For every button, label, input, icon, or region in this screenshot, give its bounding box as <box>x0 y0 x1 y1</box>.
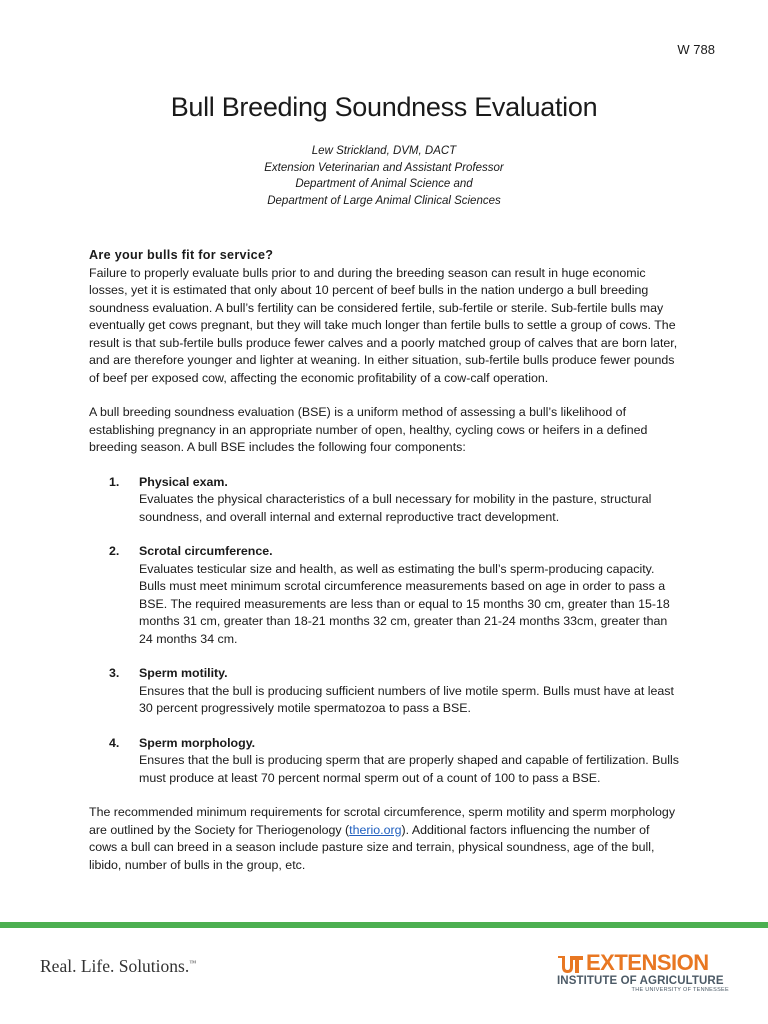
intro-paragraph: Failure to properly evaluate bulls prior to and during the breeding season can result in huge economic losses, yet it is estimated that only about 10 percent of beef bulls in the nation undergo a bull breeding soundness evaluation. A bull’s fertility can be considered fertile, sub-fertile or sterile. Sub-fertile bulls may eventually get cows pregnant, but they will take much longer than fertile bulls to settle a group of cows. The result is that sub-fertile bulls produce fewer calves and a poorly matched group of calves that are born later, and are therefore younger and lighter at weaning. In either situation, sub-fertile bulls produce fewer pounds of beef per exposed cow, affecting the economic profitability of a cow-calf operation. <box>89 265 678 385</box>
document-number: W 788 <box>677 42 715 57</box>
component-list <box>89 474 681 788</box>
therio-link[interactable]: therio.org <box>349 822 402 837</box>
article-body <box>89 247 681 874</box>
footer-divider <box>0 922 768 928</box>
author-name: Lew Strickland, DVM, DACT <box>311 145 457 157</box>
requirements-paragraph <box>89 804 681 874</box>
logo-university: THE UNIVERSITY OF TENNESSEE <box>631 987 729 993</box>
list-item-title: Sperm motility. <box>139 666 228 680</box>
list-item <box>89 474 681 527</box>
list-item-text: Evaluates testicular size and health, as well as estimating the bull’s sperm-producing capacity. Bulls must meet minimum scrotal circumference measurements based on age in order to pass a BSE. The required measurements are less than or equal to 15 months 30 cm, greater than 15-18 months 31 cm, greater than 18-21 months 32 cm, greater than 21-24 months 33cm, greater than 24 months 34 cm. <box>139 561 670 646</box>
list-number: 1. <box>109 474 120 489</box>
list-number: 4. <box>109 735 120 750</box>
list-item-title: Physical exam. <box>139 474 228 489</box>
requirements-text-before: The recommended minimum requirements for scrotal circumference, sperm motility and sperm morphology are outlined by the Society for Theriogenology ( <box>89 805 676 837</box>
list-item-text: Evaluates the physical characteristics of a bull necessary for mobility in the pasture, structural soundness, and overall internal and external reproductive tract development. <box>139 492 652 524</box>
author-block <box>0 143 768 209</box>
author-position: Extension Veterinarian and Assistant Professor <box>264 161 504 174</box>
logo-wordmark: EXTENSION <box>586 950 709 975</box>
requirements-text-after: ). Additional factors influencing the number of cows a bull can breed in a season include pasture size and terrain, physical soundness, age of the bull, libido, number of bulls in the group, etc. <box>89 822 655 872</box>
list-item-text: Ensures that the bull is producing sufficient numbers of live motile sperm. Bulls must have at least 30 percent progressively motile spermatozoa to pass a BSE. <box>139 683 674 715</box>
list-number: 2. <box>109 544 120 558</box>
ut-extension-logo <box>557 952 729 996</box>
list-item-title: Scrotal circumference. <box>139 544 273 558</box>
logo-subtitle: INSTITUTE OF AGRICULTURE <box>557 975 724 987</box>
footer-tagline <box>40 956 196 977</box>
list-item-text: Ensures that the bull is producing sperm that are properly shaped and capable of fertilization. Bulls must produce at least 70 percent normal sperm out of a count of 100 to pass a BSE. <box>139 753 679 785</box>
page-title: Bull Breeding Soundness Evaluation <box>170 92 598 122</box>
bse-paragraph: A bull breeding soundness evaluation (BSE) is a uniform method of assessing a bull’s likelihood of establishing pregnancy in an appropriate number of open, healthy, cycling cows or heifers in a defined breeding season. A bull BSE includes the following four components: <box>89 405 648 454</box>
list-number: 3. <box>109 666 120 680</box>
trademark-mark: ™ <box>189 959 197 967</box>
list-item <box>89 665 681 718</box>
author-department: Department of Animal Science and <box>295 178 473 190</box>
section-heading: Are your bulls fit for service? <box>89 248 274 262</box>
list-item <box>89 543 681 648</box>
tagline-text: Real. Life. Solutions. <box>40 956 190 976</box>
list-item <box>89 735 681 788</box>
ut-logo-icon <box>557 954 583 974</box>
list-item-title: Sperm morphology. <box>139 735 256 750</box>
author-department: Department of Large Animal Clinical Sciences <box>267 194 501 207</box>
